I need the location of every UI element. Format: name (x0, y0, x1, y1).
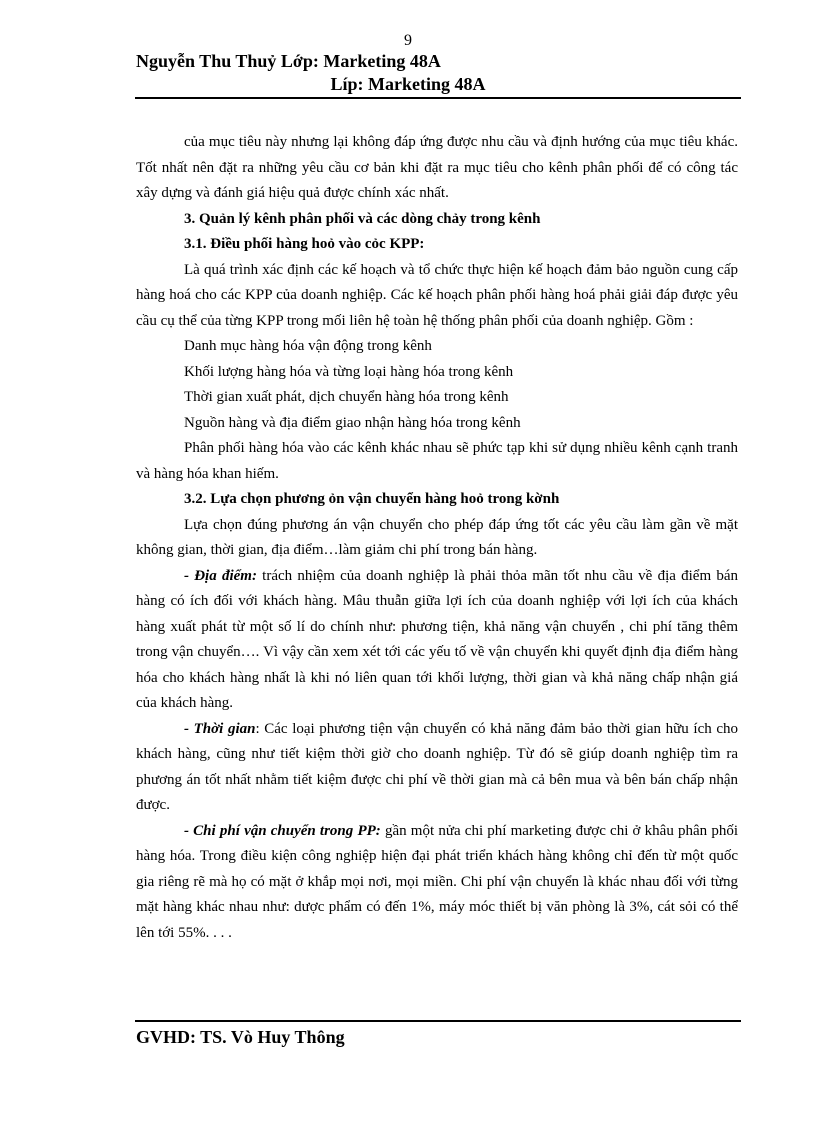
list-item: Nguồn hàng và địa điểm giao nhận hàng hóa trong kênh (184, 414, 521, 431)
term-text: trách nhiệm của doanh nghiệp là phải thỏa mãn tốt nhu cầu về địa điểm bán hàng có ích đối với khách hàng. Mâu thuẫn giữa lợi ích của doanh nghiệp với lợi ích của khách hàng xuất phát từ một số lí do chính như: phương tiện, khả năng vận chuyển , chi phí tăng thêm trong vận chuyển…. Vì vậy cần xem xét tới các yếu tố về vận chuyển khi quyết định địa điểm hàng hóa cho khách hàng nhất là khi nó liên quan tới khối lượng, thời gian và khả năng chấp nhận giá của khách hàng. (136, 567, 739, 711)
term-label: - Chi phí vận chuyển trong PP: (184, 822, 381, 839)
footer-rule (135, 1020, 741, 1022)
subsection-heading: 3.2. Lựa chọn phương ỏn vận chuyển hàng hoỏ trong kờnh (184, 491, 560, 507)
paragraph: Phân phối hàng hóa vào các kênh khác nhau sẽ phức tạp khi sử dụng nhiều kênh cạnh tranh và hàng hóa khan hiếm. (136, 440, 738, 482)
section-heading: 3. Quản lý kênh phân phối và các dòng chảy trong kênh (184, 210, 541, 227)
paragraph-cost (136, 819, 738, 947)
footer-advisor: GVHD: TS. Vò Huy Thông (136, 1027, 345, 1047)
page-number: 9 (404, 32, 412, 49)
paragraph-time (136, 717, 738, 819)
term-text: gần một nửa chi phí marketing được chi ở khâu phân phối hàng hóa. Trong điều kiện công nghiệp hiện đại phát triển khách hàng không chỉ đến từ một quốc gia riêng rẽ mà họ có mặt ở khắp mọi nơi, mọi miền. Chi phí vận chuyển là khác nhau đối với từng mặt hàng khác nhau như: dược phẩm có đến 1%, máy móc thiết bị văn phòng là 3%, cát sỏi có thể lên tới 55%. . . . (136, 822, 739, 941)
header-class: Líp: Marketing 48A (330, 74, 486, 94)
paragraph: Lựa chọn đúng phương án vận chuyển cho phép đáp ứng tốt các yêu cầu làm gần về mặt không gian, thời gian, địa điểm…làm giảm chi phí trong bán hàng. (136, 516, 738, 558)
list-item: Danh mục hàng hóa vận động trong kênh (184, 338, 432, 354)
term-label: - Địa điểm: (184, 567, 257, 584)
document-body (136, 130, 738, 946)
paragraph: của mục tiêu này nhưng lại không đáp ứng được nhu cầu và định hướng của mục tiêu khác. Tốt nhất nên đặt ra những yêu cầu cơ bản khi đặt ra mục tiêu cho kênh phân phối để có công tác xây dựng và đánh giá hiệu quả được chính xác nhất. (136, 134, 738, 201)
header-author-class: Nguyễn Thu Thuỷ Lớp: Marketing 48A (136, 51, 441, 71)
paragraph: Là quá trình xác định các kế hoạch và tổ chức thực hiện kế hoạch đảm bảo nguồn cung cấp hàng hoá cho các KPP của doanh nghiệp. Các kế hoạch phân phối hàng hoá phải giải đáp được yêu cầu cụ thể của từng KPP trong mối liên hệ toàn hệ thống phân phối của doanh nghiệp. Gồm : (136, 261, 738, 329)
list-item: Khối lượng hàng hóa và từng loại hàng hóa trong kênh (184, 363, 514, 380)
list-item: Thời gian xuất phát, dịch chuyển hàng hóa trong kênh (184, 389, 509, 405)
subsection-heading: 3.1. Điều phối hàng hoỏ vào cỏc KPP: (184, 236, 425, 252)
header-rule (135, 97, 741, 99)
term-label: - Thời gian (184, 720, 256, 737)
term-text: : Các loại phương tiện vận chuyển có khả năng đảm bảo thời gian hữu ích cho khách hàng, cũng như tiết kiệm thời giờ cho doanh nghiệp. Từ đó sẽ giúp doanh nghiệp tìm ra phương án tốt nhất nhằm tiết kiệm được chi phí về thời gian mà cả bên mua và bên bán chấp nhận được. (136, 720, 738, 813)
paragraph-location (136, 564, 738, 717)
